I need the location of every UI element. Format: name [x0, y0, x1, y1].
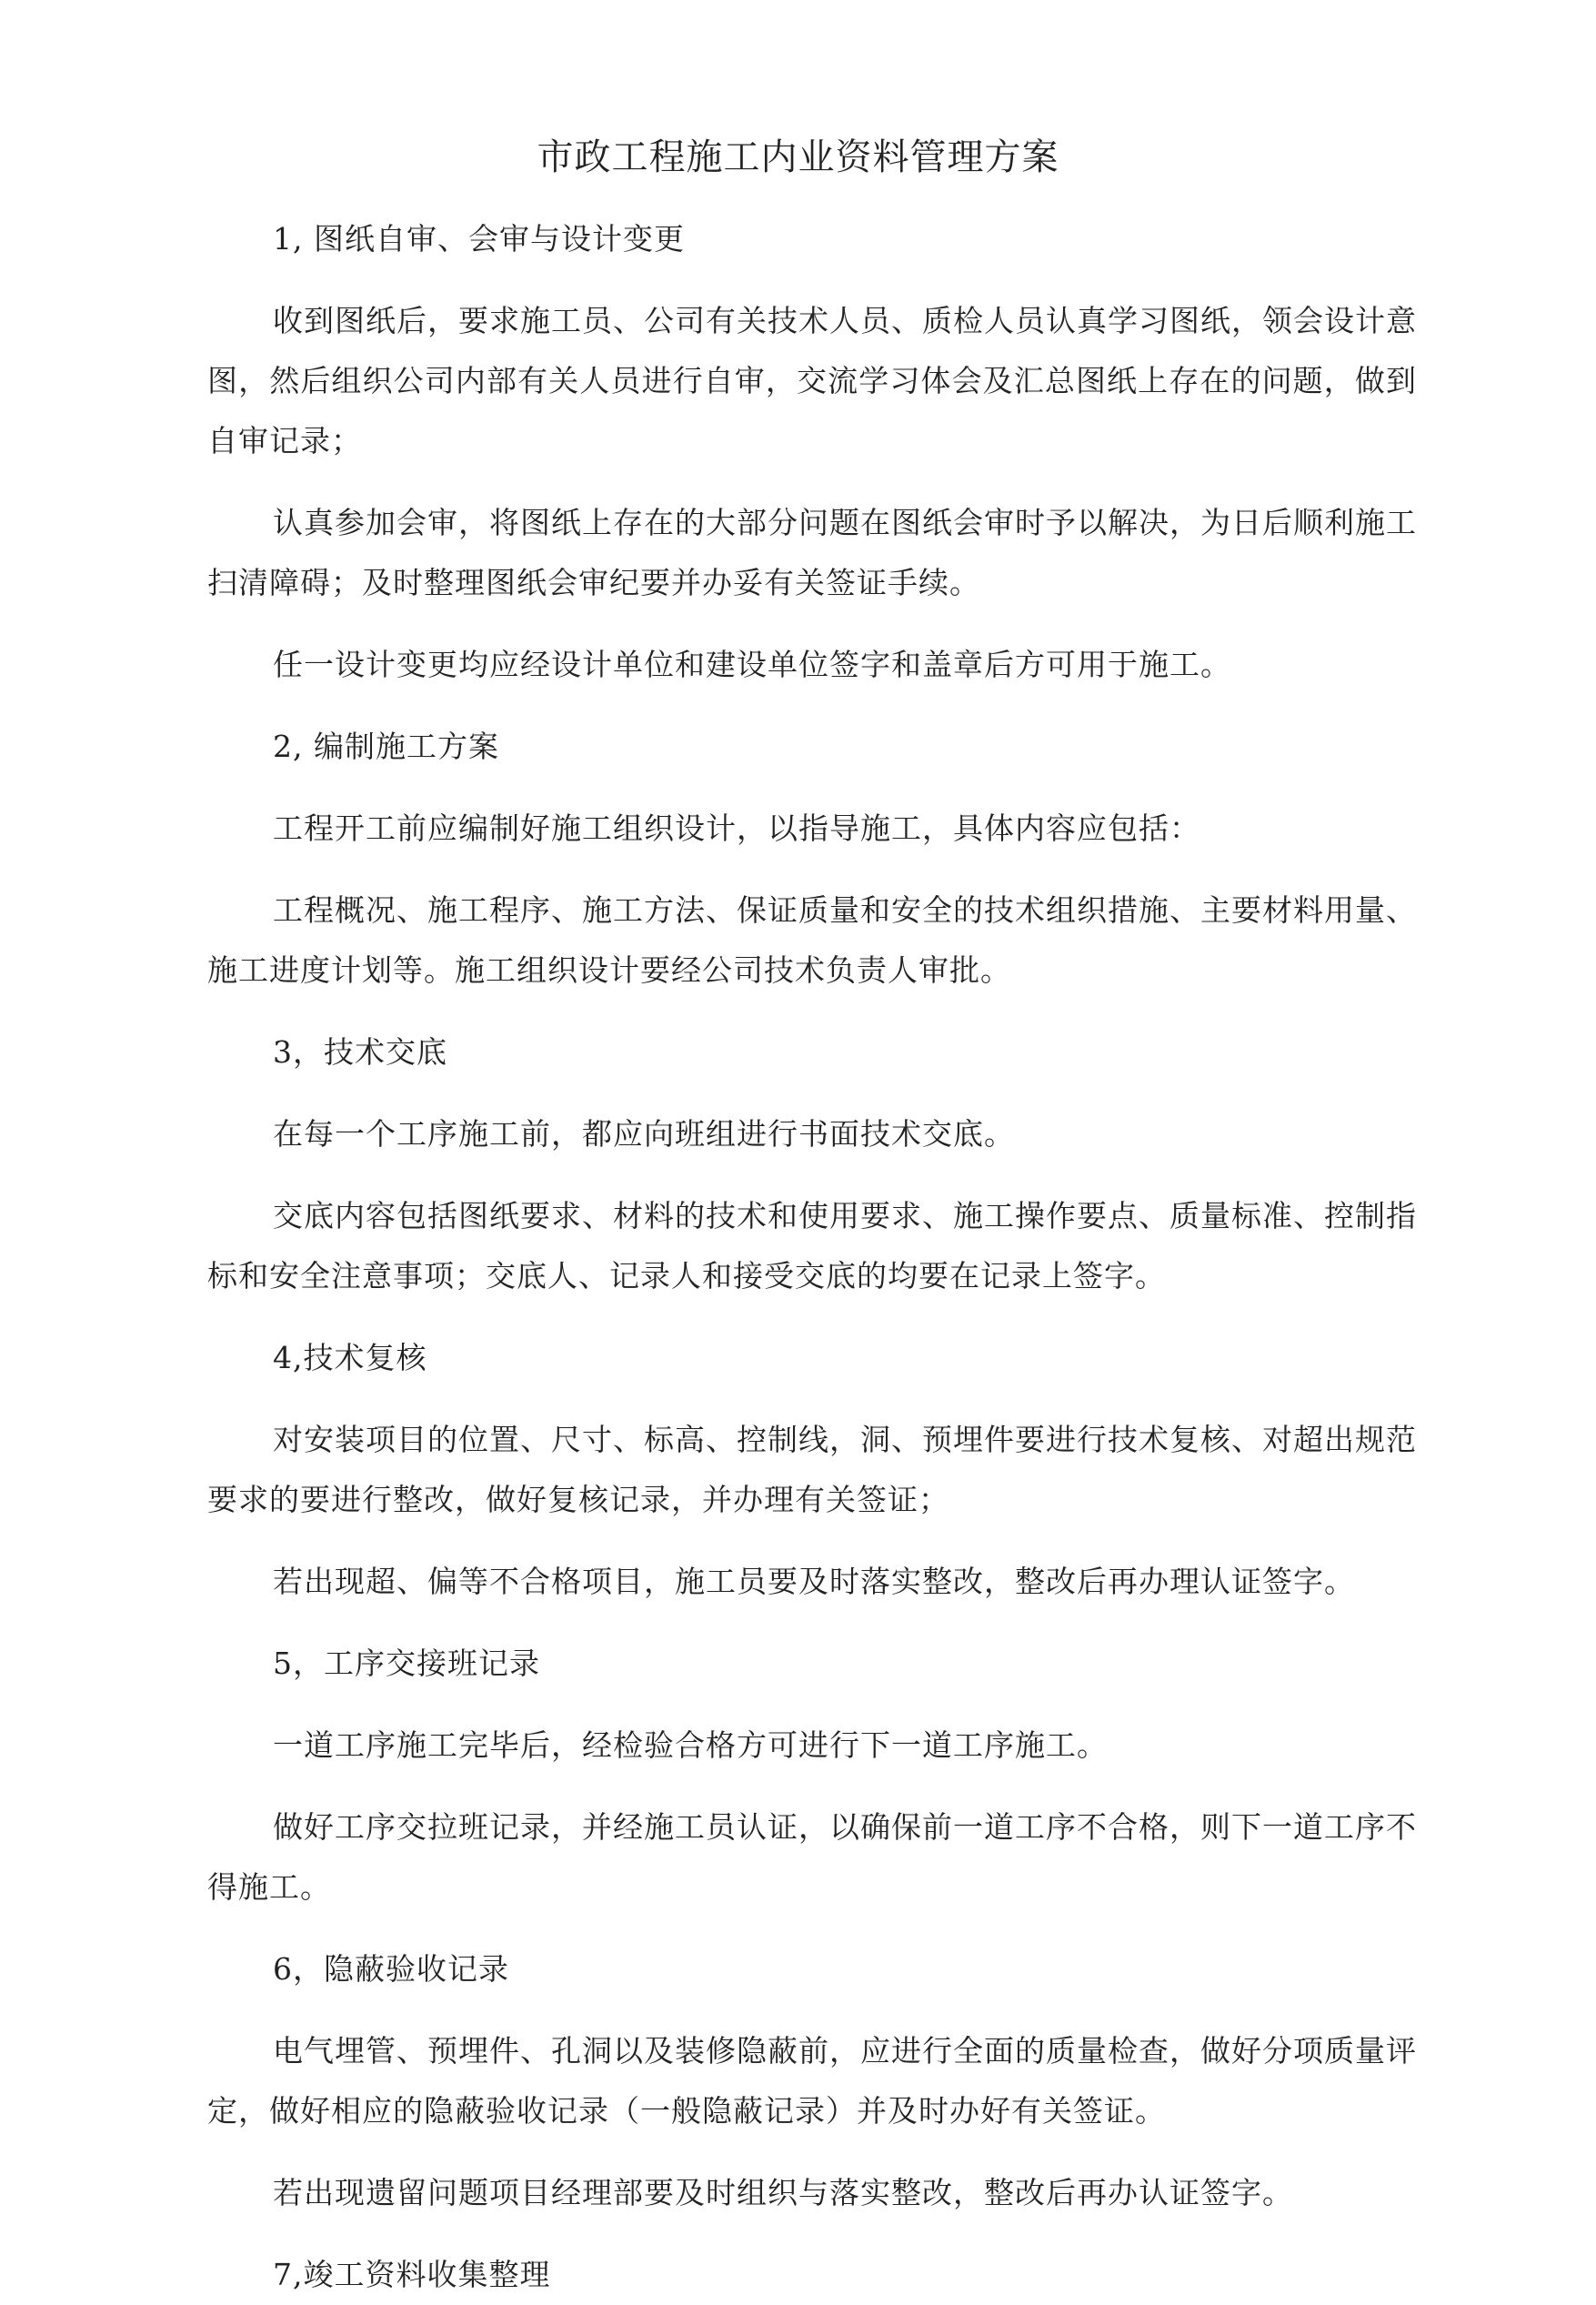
paragraph: 交底内容包括图纸要求、材料的技术和使用要求、施工操作要点、质量标准、控制指标和安全注意事项；交底人、记录人和接受交底的均要在记录上签字。 [207, 1198, 1417, 1293]
paragraph: 收到图纸后，要求施工员、公司有关技术人员、质检人员认真学习图纸，领会设计意图，然后组织公司内部有关人员进行自审，交流学习体会及汇总图纸上存在的问题，做到自审记录； [207, 303, 1417, 458]
paragraph: 在每一个工序施工前，都应向班组进行书面技术交底。 [273, 1116, 1015, 1152]
section-heading-3: 3，技术交底 [273, 1034, 447, 1070]
paragraph: 做好工序交拉班记录，并经施工员认证，以确保前一道工序不合格，则下一道工序不得施工。 [207, 1809, 1417, 1905]
paragraph: 一道工序施工完毕后，经检验合格方可进行下一道工序施工。 [273, 1727, 1108, 1763]
paragraph: 工程开工前应编制好施工组织设计，以指导施工，具体内容应包括： [273, 810, 1200, 846]
paragraph: 对安装项目的位置、尺寸、标高、控制线，洞、预埋件要进行技术复核、对超出规范要求的要进行整改，做好复核记录，并办理有关签证； [207, 1422, 1417, 1517]
document-title: 市政工程施工内业资料管理方案 [537, 136, 1059, 178]
section-heading-6: 6，隐蔽验收记录 [273, 1951, 509, 1987]
document-body [207, 209, 1417, 2305]
paragraph: 工程概况、施工程序、施工方法、保证质量和安全的技术组织措施、主要材料用量、施工进度计划等。施工组织设计要经公司技术负责人审批。 [207, 892, 1417, 988]
paragraph: 若出现超、偏等不合格项目，施工员要及时落实整改，整改后再办理认证签字。 [273, 1564, 1355, 1599]
paragraph: 若出现遗留问题项目经理部要及时组织与落实整改，整改后再办认证签字。 [273, 2175, 1293, 2210]
paragraph: 任一设计变更均应经设计单位和建设单位签字和盖章后方可用于施工。 [273, 647, 1231, 682]
section-heading-5: 5，工序交接班记录 [273, 1646, 540, 1681]
section-heading-2: 2, 编制施工方案 [273, 729, 499, 764]
section-heading-7: 7,竣工资料收集整理 [273, 2257, 551, 2292]
section-heading-1: 1, 图纸自审、会审与设计变更 [273, 221, 685, 257]
paragraph: 认真参加会审，将图纸上存在的大部分问题在图纸会审时予以解决，为日后顺利施工扫清障碍；及时整理图纸会审纪要并办妥有关签证手续。 [207, 505, 1417, 600]
paragraph: 电气埋管、预埋件、孔洞以及装修隐蔽前，应进行全面的质量检查，做好分项质量评定，做好相应的隐蔽验收记录（一般隐蔽记录）并及时办好有关签证。 [207, 2033, 1417, 2129]
section-heading-4: 4,技术复核 [273, 1340, 427, 1375]
